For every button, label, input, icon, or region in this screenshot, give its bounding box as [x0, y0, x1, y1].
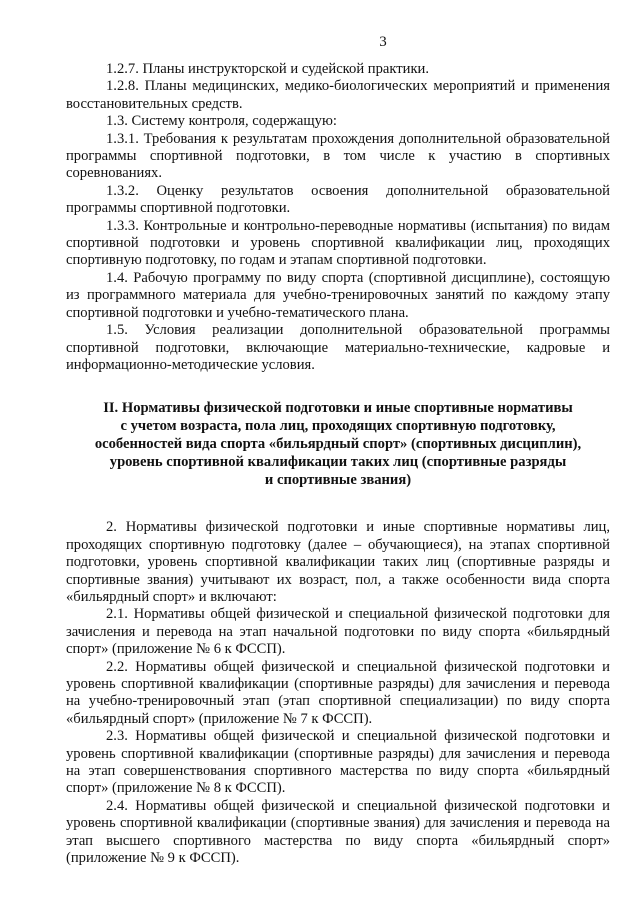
- paragraph-1-4: 1.4. Рабочую программу по виду спорта (спортивной дисциплине), состоящую из программного материала для учебно-тренировочных занятий по каждому этапу спортивной подготовки и учебно-тематического плана.: [66, 269, 610, 321]
- paragraph-2-1: 2.1. Нормативы общей физической и специальной физической подготовки для зачисления и перевода на этап начальной подготовки по виду спорта «бильярдный спорт» (приложение № 6 к ФССП).: [66, 606, 610, 658]
- paragraph-1-2-7: 1.2.7. Планы инструкторской и судейской практики.: [106, 61, 429, 77]
- paragraph-1-2-8: 1.2.8. Планы медицинских, медико-биологических мероприятий и применения восстановительных средств.: [66, 78, 610, 112]
- paragraph-2-3: 2.3. Нормативы общей физической и специальной физической подготовки и уровень спортивной квалификации (спортивные разряды) для зачисления и перевода на этап совершенствования спортивного мастерства по виду спорта «бильярдный спорт» (приложение № 8 к ФССП).: [66, 728, 610, 797]
- paragraph-2: 2. Нормативы физической подготовки и иные спортивные нормативы лиц, проходящих спортивную подготовку (далее – обучающиеся), на этапах спортивной подготовки, уровень спортивной квалификации таких лиц (спортивные разряды и спортивные звания) учитывают их возраст, пол, а также особенности вида спорта «бильярдный спорт» и включают:: [66, 519, 610, 605]
- page-number: 3: [379, 34, 387, 50]
- heading-line: особенностей вида спорта «бильярдный спорт» (спортивных дисциплин),: [94, 435, 582, 452]
- heading-line: с учетом возраста, пола лиц, проходящих спортивную подготовку,: [120, 418, 556, 435]
- paragraphs-top: [66, 61, 610, 374]
- paragraph-1-3: 1.3. Систему контроля, содержащую:: [106, 113, 337, 130]
- paragraph-2-4: 2.4. Нормативы общей физической и специальной физической подготовки и уровень спортивной квалификации (спортивные звания) для зачисления и перевода на этап высшего спортивного мастерства по виду спорта «бильярдный спорт» (приложение № 9 к ФССП).: [66, 797, 610, 867]
- heading-line: и спортивные звания): [264, 471, 412, 488]
- paragraph-2-2: 2.2. Нормативы общей физической и специальной физической подготовки и уровень спортивной квалификации (спортивные разряды) для зачисления и перевода на учебно-тренировочный этап (этап спортивной специализации) по виду спорта «бильярдный спорт» (приложение № 7 к ФССП).: [66, 658, 610, 727]
- paragraph-1-3-3: 1.3.3. Контрольные и контрольно-переводные нормативы (испытания) по видам спортивной подготовки и уровень спортивной квалификации лиц, проходящих спортивную подготовку, по годам и этапам спортивной подготовки.: [66, 217, 610, 269]
- paragraph-1-3-1: 1.3.1. Требования к результатам прохождения дополнительной образовательной программы спортивной подготовки, в том числе к участию в спортивных соревнованиях.: [66, 130, 610, 182]
- paragraph-1-5: 1.5. Условия реализации дополнительной образовательной программы спортивной подготовки, включающие материально-технические, кадровые и информационно-методические условия.: [66, 322, 610, 373]
- heading-line: уровень спортивной квалификации таких лиц (спортивные разряды: [109, 453, 567, 470]
- heading-line: II. Нормативы физической подготовки и иные спортивные нормативы: [103, 400, 573, 417]
- section-heading: [66, 400, 610, 489]
- paragraph-1-3-2: 1.3.2. Оценку результатов освоения дополнительной образовательной программы спортивной подготовки.: [66, 182, 610, 217]
- paragraphs-bottom: [66, 519, 610, 867]
